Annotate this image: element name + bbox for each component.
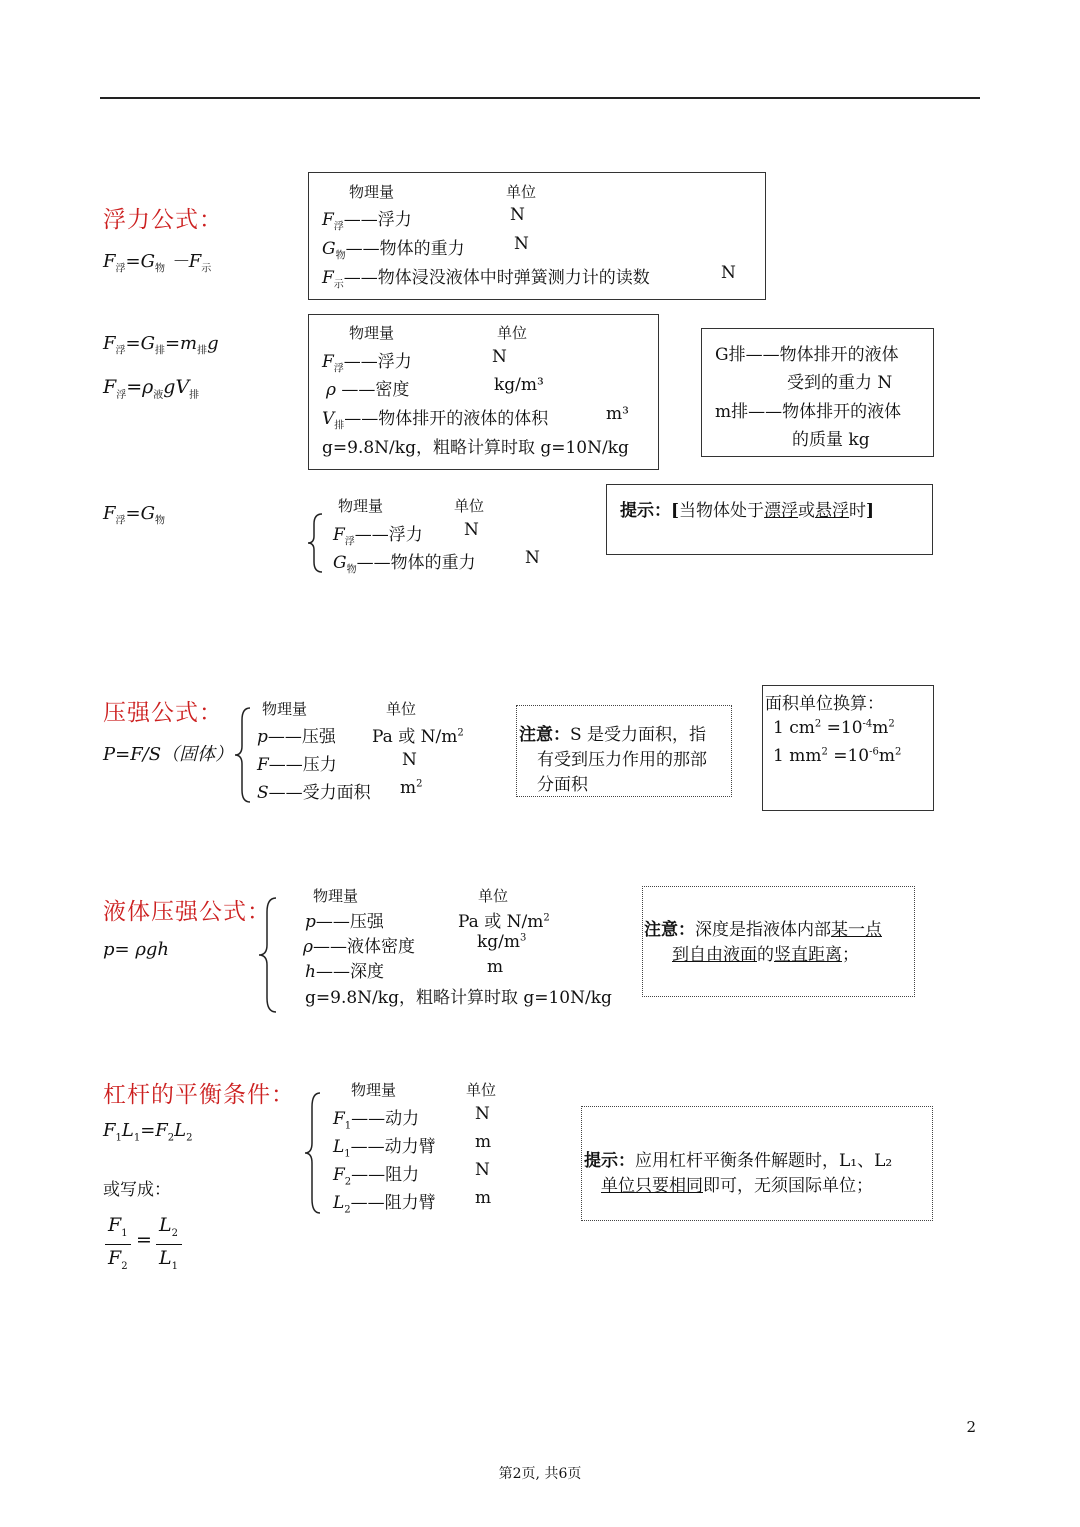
row-unit: N: [475, 1160, 490, 1180]
row-float-force: $F_浮——$浮力: [333, 525, 423, 548]
row-unit: m: [475, 1132, 492, 1152]
row-unit: N: [475, 1104, 490, 1124]
row-resistance-arm: $L_2——$阻力臂: [333, 1193, 436, 1216]
row-unit: $m^2$: [400, 778, 423, 798]
header-unit: 单位: [386, 700, 417, 718]
brace-icon: [306, 512, 326, 574]
pressure-note: 注意：S 是受力面积，指 有受到压力作用的那部 分面积: [519, 725, 707, 795]
header-qty: 物理量: [313, 887, 359, 905]
pressure-heading: 压强公式：: [103, 700, 223, 726]
header-unit: 单位: [466, 1081, 497, 1099]
row-unit: m³: [606, 404, 629, 424]
g-constant-line: g=9.8N/kg，粗略计算时取 g=10N/kg: [305, 988, 612, 1008]
brace-icon: [232, 706, 254, 804]
liquid-pressure-formula: p= ρgh: [103, 939, 170, 960]
header-qty: 物理量: [262, 700, 308, 718]
row-pressure: p——压强: [257, 727, 336, 747]
header-unit: 单位: [454, 497, 485, 515]
brace-icon: [256, 896, 280, 1014]
row-unit: m: [475, 1188, 492, 1208]
area-conversion-cm: 1 $cm^2 =10^{-4}m^2$: [773, 718, 895, 738]
lever-fraction: [103, 1214, 193, 1276]
pressure-formula: P=F/S（固体）: [103, 744, 234, 765]
area-conversion-mm: 1 $mm^2 =10^{-6}m^2$: [773, 746, 902, 766]
buoyancy-tip: 提示：[当物体处于漂浮或悬浮时]: [620, 501, 875, 521]
row-unit: N: [492, 347, 507, 367]
row-depth: h——深度: [305, 962, 384, 982]
row-gravity: $G_物——$物体的重力: [333, 553, 476, 576]
buoyancy-formula-4: $F_浮=G_物$: [103, 503, 165, 527]
row-effort-arm: $L_1——$动力臂: [333, 1137, 436, 1160]
row-unit: N: [464, 520, 479, 540]
row-effort: $F_1——$动力: [333, 1109, 420, 1132]
formula-text: $F_浮=G_物 -F_示$: [103, 251, 212, 275]
displaced-weight-line-2: 受到的重力 N: [787, 373, 893, 393]
buoyancy-formula-3: $F_浮=\rho_液gV_排$: [103, 376, 200, 401]
buoyancy-formula-1: [103, 247, 211, 275]
row-pressure: p——压强: [305, 912, 384, 932]
row-resistance: $F_2——$阻力: [333, 1165, 420, 1188]
equals-sign: =: [136, 1229, 152, 1251]
lever-formula: $F_1L_1=F_2L_2$: [103, 1120, 193, 1144]
row-float-force: $F_浮——$浮力: [322, 210, 412, 233]
liquid-pressure-heading: 液体压强公式：: [103, 899, 271, 925]
buoyancy-formula-2: $F_浮=G_排=m_排g$: [103, 333, 219, 357]
lever-heading: 杠杆的平衡条件：: [103, 1082, 295, 1108]
header-qty: 物理量: [351, 1081, 397, 1099]
displaced-mass-line-2: 的质量 kg: [792, 430, 870, 450]
header-unit: 单位: [497, 324, 528, 342]
row-float-force: $F_浮——$浮力: [322, 352, 412, 375]
liquid-note: 注意：深度是指液体内部某一点 到自由液面的竖直距离；: [644, 920, 882, 965]
header-qty: 物理量: [349, 324, 395, 342]
row-unit: N: [402, 750, 417, 770]
numerator-left: $F_1$: [108, 1214, 128, 1239]
row-reading: $F_示——$物体浸没液体中时弹簧测力计的读数: [322, 268, 650, 291]
displaced-mass-line-1: m排——物体排开的液体: [715, 402, 902, 422]
header-unit: 单位: [478, 887, 509, 905]
header-rule: [100, 97, 980, 99]
row-gravity: $G_物——$物体的重力: [322, 239, 465, 262]
displaced-weight-line-1: G排——物体排开的液体: [715, 345, 899, 365]
row-unit: $kg/m^3$: [477, 932, 527, 952]
denominator-right: $L_1$: [159, 1247, 178, 1272]
row-unit: kg/m³: [494, 375, 544, 395]
row-unit: N: [514, 234, 529, 254]
row-unit: m: [487, 957, 504, 977]
row-unit: N: [721, 263, 736, 283]
denominator-left: $F_2$: [108, 1247, 128, 1272]
row-unit: Pa 或 $N/m^2$: [372, 727, 464, 747]
header-qty: 物理量: [349, 183, 395, 201]
row-unit: Pa 或 $N/m^2$: [458, 912, 550, 932]
row-density: ρ——液体密度: [303, 937, 415, 957]
numerator-right: $L_2$: [159, 1214, 178, 1239]
row-unit: N: [510, 205, 525, 225]
row-density: ρ ——密度: [326, 380, 410, 400]
buoyancy-heading: 浮力公式：: [103, 207, 223, 233]
lever-tip: 提示：应用杠杆平衡条件解题时，L₁、L₂ 单位只要相同即可，无须国际单位；: [584, 1151, 893, 1196]
row-unit: N: [525, 548, 540, 568]
g-constant-line: g=9.8N/kg，粗略计算时取 g=10N/kg: [322, 438, 629, 458]
page-footer: 第2页, 共6页: [498, 1466, 582, 1482]
area-conversion-title: 面积单位换算：: [765, 694, 884, 714]
lever-alt-label: 或写成：: [103, 1180, 171, 1200]
header-unit: 单位: [506, 183, 537, 201]
row-area: S——受力面积: [257, 783, 371, 803]
row-volume: $V_排——$物体排开的液体的体积: [322, 409, 549, 432]
row-force: F——压力: [257, 755, 337, 775]
page-number: 2: [966, 1418, 976, 1436]
brace-icon: [302, 1091, 324, 1215]
header-qty: 物理量: [338, 497, 384, 515]
